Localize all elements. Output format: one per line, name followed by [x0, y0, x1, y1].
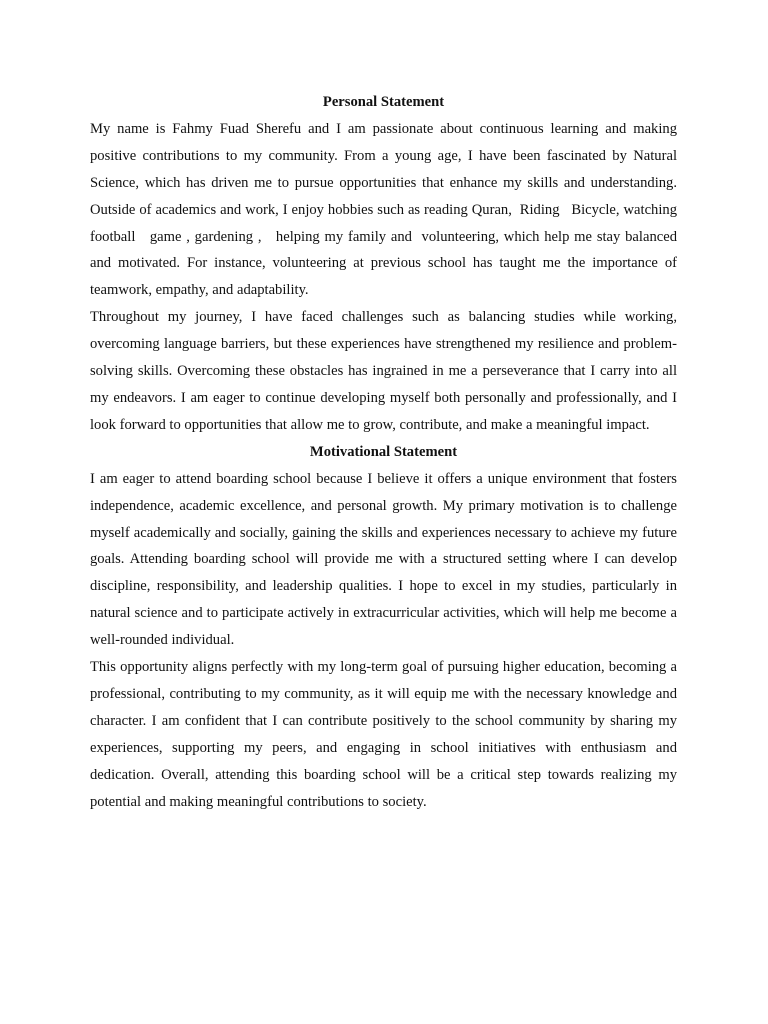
- motivational-statement-heading: Motivational Statement: [309, 443, 458, 460]
- motivational-paragraph-1: I am eager to attend boarding school because I believe it offers a unique environment that fosters independence, academic excellence, and personal growth. My primary motivation is to challenge myself academically and socially, gaining the skills and experiences necessary to achieve my future goals. Attending boarding school will provide me with a structured setting where I can develop discipline, responsibility, and leadership qualities. I hope to excel in my studies, particularly in natural science and to participate actively in extracurricular activities, which will help me become a well-rounded individual.: [90, 470, 681, 649]
- motivational-paragraph-2: This opportunity aligns perfectly with my long-term goal of pursuing higher education, becoming a professional, contributing to my community, as it will equip me with the necessary knowledge and character. I am confident that I can contribute positively to the school community by sharing my experiences, supporting my peers, and engaging in school initiatives with enthusiasm and dedication. Overall, attending this boarding school will be a critical step towards realizing my potential and making meaningful contributions to society.: [90, 659, 681, 810]
- personal-statement-heading: Personal Statement: [322, 94, 445, 110]
- document-page: [90, 89, 688, 815]
- personal-paragraph-2: Throughout my journey, I have faced challenges such as balancing studies while working, overcoming language barriers, but these experiences have strengthened my resilience and problem-solving skills. Overcoming these obstacles has ingrained in me a perseverance that I carry into all my endeavors. I am eager to continue developing myself both personally and professionally, and I look forward to opportunities that allow me to grow, contribute, and make a meaningful impact.: [90, 309, 681, 433]
- personal-paragraph-1: My name is Fahmy Fuad Sherefu and I am passionate about continuous learning and making positive contributions to my community. From a young age, I have been fascinated by Natural Science, which has driven me to pursue opportunities that enhance my skills and understanding. Outside of academics and work, I enjoy hobbies such as reading Quran, Riding Bicycle, watching football game , gardening , helping my family and volunteering, which help me stay balanced and motivated. For instance, volunteering at previous school has taught me the importance of teamwork, empathy, and adaptability.: [90, 120, 688, 299]
